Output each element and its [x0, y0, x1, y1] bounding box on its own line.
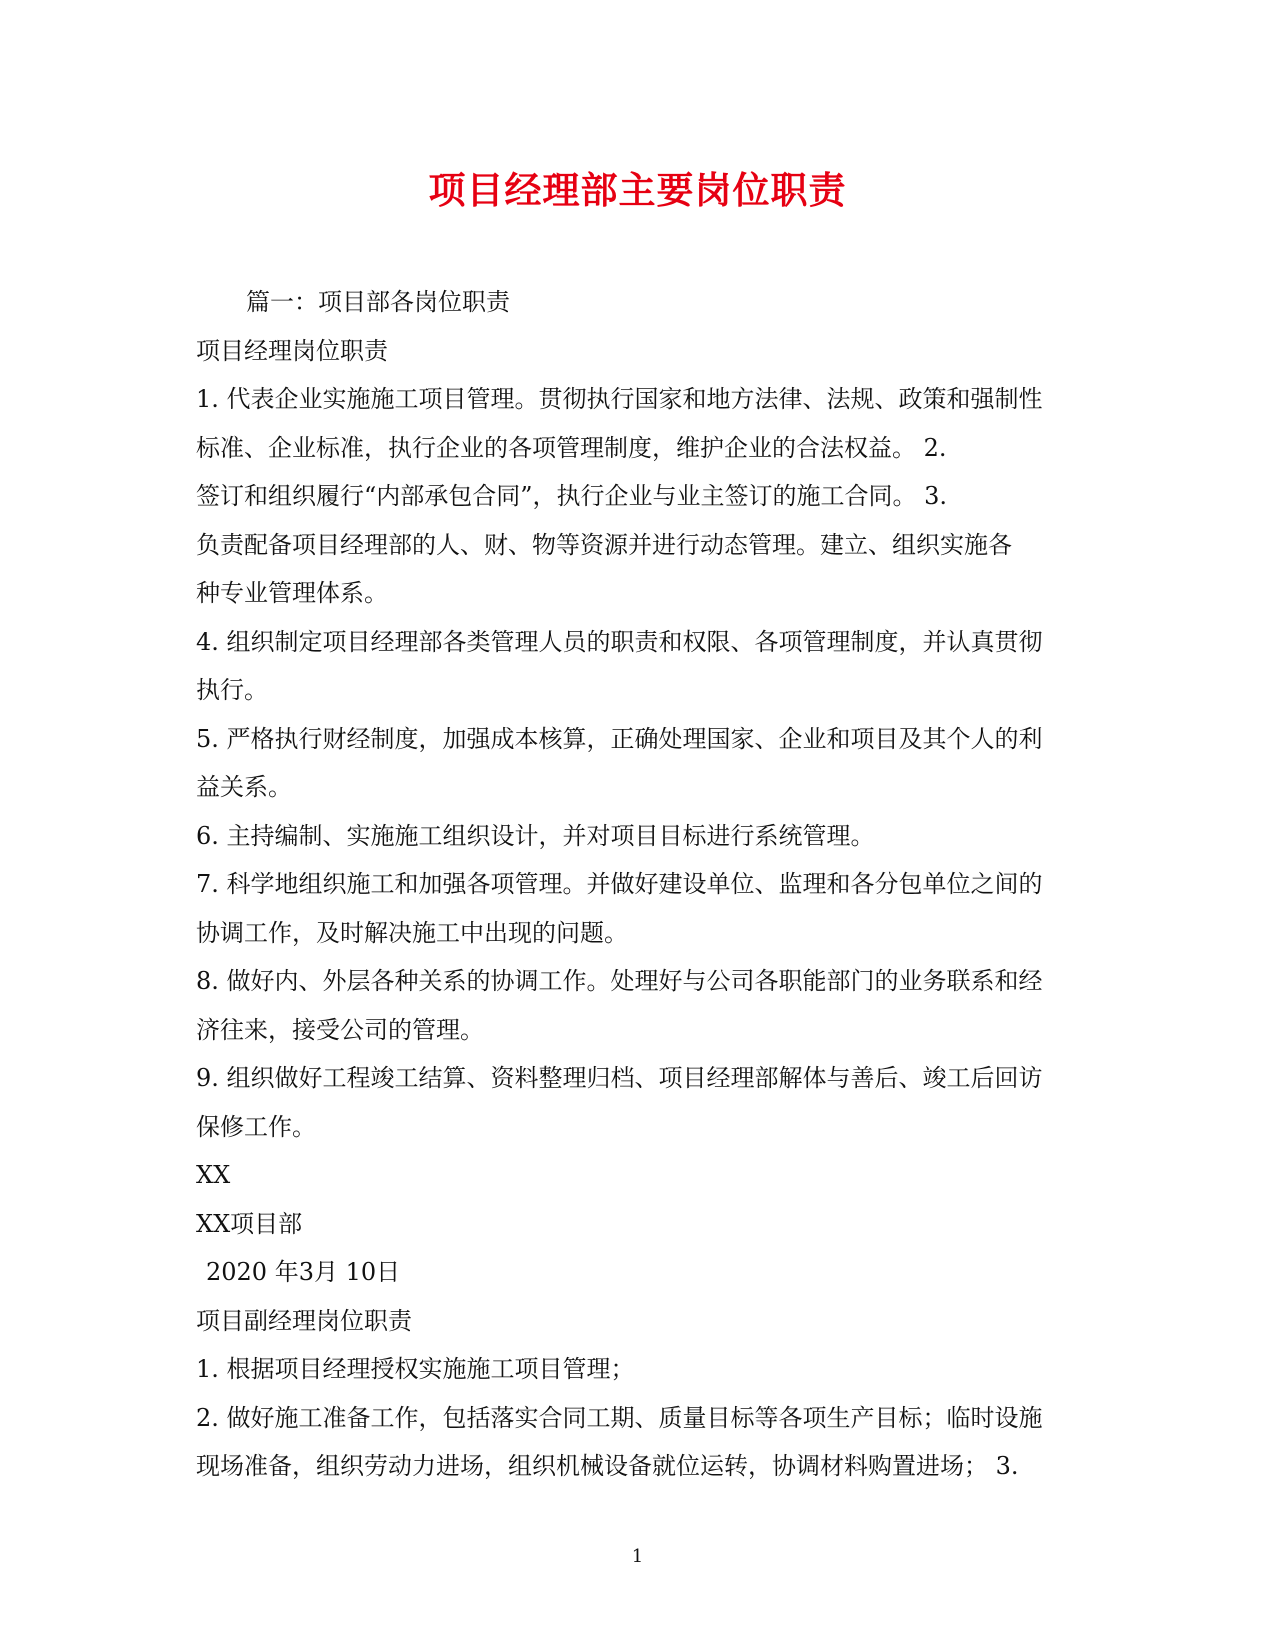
paragraph-line: 标准、企业标准，执行企业的各项管理制度，维护企业的合法权益。 2. [196, 433, 947, 462]
section-heading: 篇一：项目部各岗位职责 [246, 288, 510, 316]
paragraph-line: 现场准备，组织劳动力进场，组织机械设备就位运转，协调材料购置进场； 3. [196, 1452, 1019, 1480]
paragraph-line: 5. 严格执行财经制度，加强成本核算，正确处理国家、企业和项目及其个人的利 [196, 724, 1043, 753]
paragraph-line: 6. 主持编制、实施施工组织设计，并对项目目标进行系统管理。 [196, 821, 875, 850]
paragraph-line: 益关系。 [196, 773, 292, 801]
subsection-heading: 项目经理岗位职责 [196, 336, 388, 365]
page-number: 1 [631, 1546, 644, 1567]
paragraph-line: 9. 组织做好工程竣工结算、资料整理归档、项目经理部解体与善后、竣工后回访 [196, 1064, 1043, 1092]
paragraph-line: 协调工作，及时解决施工中出现的问题。 [196, 918, 628, 947]
paragraph-line: 种专业管理体系。 [196, 579, 388, 607]
paragraph-line: 1. 根据项目经理授权实施施工项目管理； [196, 1355, 635, 1383]
paragraph-line: 济往来，接受公司的管理。 [196, 1015, 484, 1044]
document-title: 项目经理部主要岗位职责 [428, 168, 847, 212]
paragraph-line: 4. 组织制定项目经理部各类管理人员的职责和权限、各项管理制度，并认真贯彻 [196, 627, 1043, 656]
paragraph-line: 8. 做好内、外层各种关系的协调工作。处理好与公司各职能部门的业务联系和经 [196, 967, 1043, 995]
paragraph-line: 负责配备项目经理部的人、财、物等资源并进行动态管理。建立、组织实施各 [196, 530, 1012, 559]
signature-line: XX项目部 [196, 1209, 303, 1238]
subsection-heading: 项目副经理岗位职责 [196, 1306, 412, 1335]
paragraph-line: 保修工作。 [196, 1112, 316, 1141]
paragraph-line: 2. 做好施工准备工作，包括落实合同工期、质量目标等各项生产目标；临时设施 [196, 1403, 1043, 1432]
paragraph-line: 1. 代表企业实施施工项目管理。贯彻执行国家和地方法律、法规、政策和强制性 [196, 385, 1043, 413]
paragraph-line: 签订和组织履行“内部承包合同”，执行企业与业主签订的施工合同。 3. [196, 482, 948, 510]
date-line: 2020 年3月 10日 [206, 1258, 401, 1286]
document-body [196, 278, 1096, 1491]
signature-line: XX [196, 1161, 231, 1189]
paragraph-line: 7. 科学地组织施工和加强各项管理。并做好建设单位、监理和各分包单位之间的 [196, 870, 1043, 898]
paragraph-line: 执行。 [196, 676, 268, 704]
